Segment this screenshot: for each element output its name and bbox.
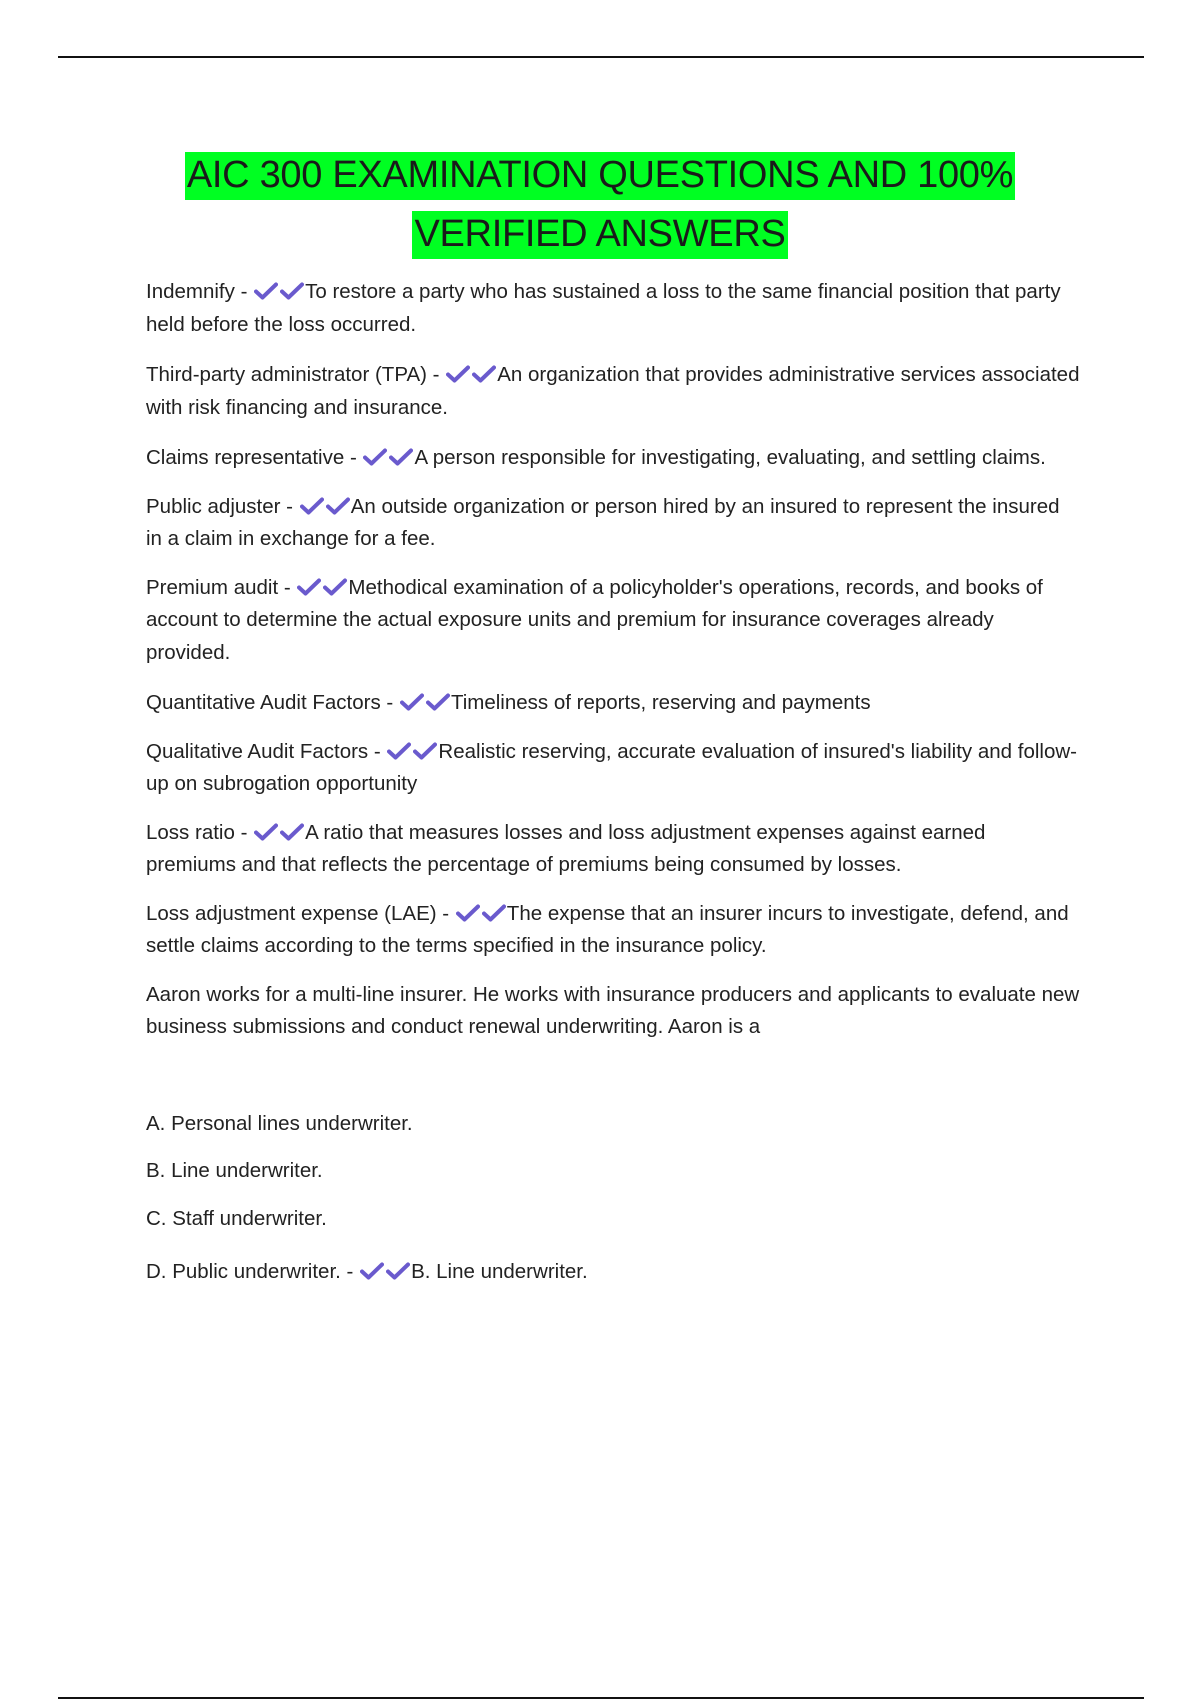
definition: Timeliness of reports, reserving and payments: [450, 691, 871, 714]
checkmark-icon: [446, 365, 470, 383]
checkmark-icon: [326, 497, 350, 515]
qa-item-loss-ratio: [146, 817, 1081, 882]
qa-item-claims-representative: [146, 442, 1081, 475]
checkmark-icon: [389, 448, 413, 466]
separator: -: [380, 691, 399, 714]
option-c: C. Staff underwriter.: [146, 1206, 327, 1230]
separator: -: [234, 820, 254, 844]
qa-item-lae: [146, 898, 1081, 963]
term: Public adjuster: [146, 494, 281, 518]
separator: -: [436, 901, 455, 925]
title-line-1: AIC 300 EXAMINATION QUESTIONS AND 100%: [185, 152, 1015, 200]
checkmark-icon: [280, 823, 304, 841]
checkmark-icon: [280, 282, 304, 300]
qa-item-tpa: [146, 359, 1081, 424]
qa-item-qualitative-audit-factors: [146, 736, 1081, 801]
separator: -: [280, 494, 299, 518]
separator: -: [234, 280, 254, 303]
checkmark-icon: [360, 1262, 384, 1280]
checkmark-icon: [400, 693, 424, 711]
definition: To restore a party who has sustained a loss to the same financial position that party held before the loss occurred.: [146, 280, 1061, 336]
qa-item-quantitative-audit-factors: [146, 687, 1081, 720]
checkmark-icon: [482, 904, 506, 922]
term: Claims representative: [146, 446, 345, 469]
definition: Realistic reserving, accurate evaluation of insured's liability and follow-up on subrogation opportunity: [146, 739, 1077, 795]
checkmark-icon: [254, 282, 278, 300]
separator: -: [368, 739, 387, 763]
definition: A ratio that measures losses and loss adjustment expenses against earned premiums and that reflects the percentage of premiums being consumed by losses.: [146, 820, 986, 876]
option-d-with-answer: [146, 1256, 1081, 1289]
checkmark-icon: [363, 448, 387, 466]
page-title: [100, 146, 1100, 264]
term: Loss ratio: [146, 820, 235, 844]
checkmark-icon: [413, 742, 437, 760]
definition: Methodical examination of a policyholder's operations, records, and books of account to determine the actual exposure units and premium for insurance coverages already provided.: [146, 575, 1043, 664]
checkmark-icon: [426, 693, 450, 711]
separator: -: [340, 1260, 360, 1283]
option-b: B. Line underwriter.: [146, 1159, 323, 1182]
definition: A person responsible for investigating, evaluating, and settling claims.: [414, 446, 1046, 469]
separator: -: [344, 446, 363, 469]
qa-list: [146, 276, 1081, 1304]
qa-item-indemnify: [146, 276, 1081, 341]
term: Qualitative Audit Factors: [146, 739, 369, 763]
definition: An outside organization or person hired by an insured to represent the insured in a claim in exchange for a fee.: [146, 494, 1060, 550]
question-text: Aaron works for a multi-line insurer. He works with insurance producers and applicants to evaluate new business submissions and conduct renewal underwriting. Aaron is a: [146, 982, 1080, 1038]
bottom-rule: [58, 1697, 1144, 1699]
top-rule: [58, 56, 1144, 58]
term: Quantitative Audit Factors: [146, 691, 381, 714]
checkmark-icon: [297, 578, 321, 596]
checkmark-icon: [386, 1262, 410, 1280]
checkmark-icon: [456, 904, 480, 922]
checkmark-icon: [323, 578, 347, 596]
definition: The expense that an insurer incurs to investigate, defend, and settle claims according to the terms specified in the insurance policy.: [146, 901, 1069, 957]
term: Indemnify: [146, 280, 235, 303]
qa-item-public-adjuster: [146, 491, 1081, 556]
answer: B. Line underwriter.: [411, 1260, 588, 1283]
definition: An organization that provides administrative services associated with risk financing and insurance.: [146, 363, 1080, 419]
option-a: A. Personal lines underwriter.: [146, 1111, 413, 1135]
separator: -: [426, 363, 446, 386]
term: Premium audit: [146, 575, 279, 599]
qa-item-premium-audit: [146, 572, 1081, 670]
separator: -: [278, 575, 297, 599]
checkmark-icon: [254, 823, 278, 841]
option-d: D. Public underwriter.: [146, 1260, 341, 1283]
checkmark-icon: [472, 365, 496, 383]
term: Third-party administrator (TPA): [146, 363, 427, 386]
checkmark-icon: [387, 742, 411, 760]
title-line-2: VERIFIED ANSWERS: [412, 211, 787, 259]
checkmark-icon: [300, 497, 324, 515]
term: Loss adjustment expense (LAE): [146, 901, 437, 925]
